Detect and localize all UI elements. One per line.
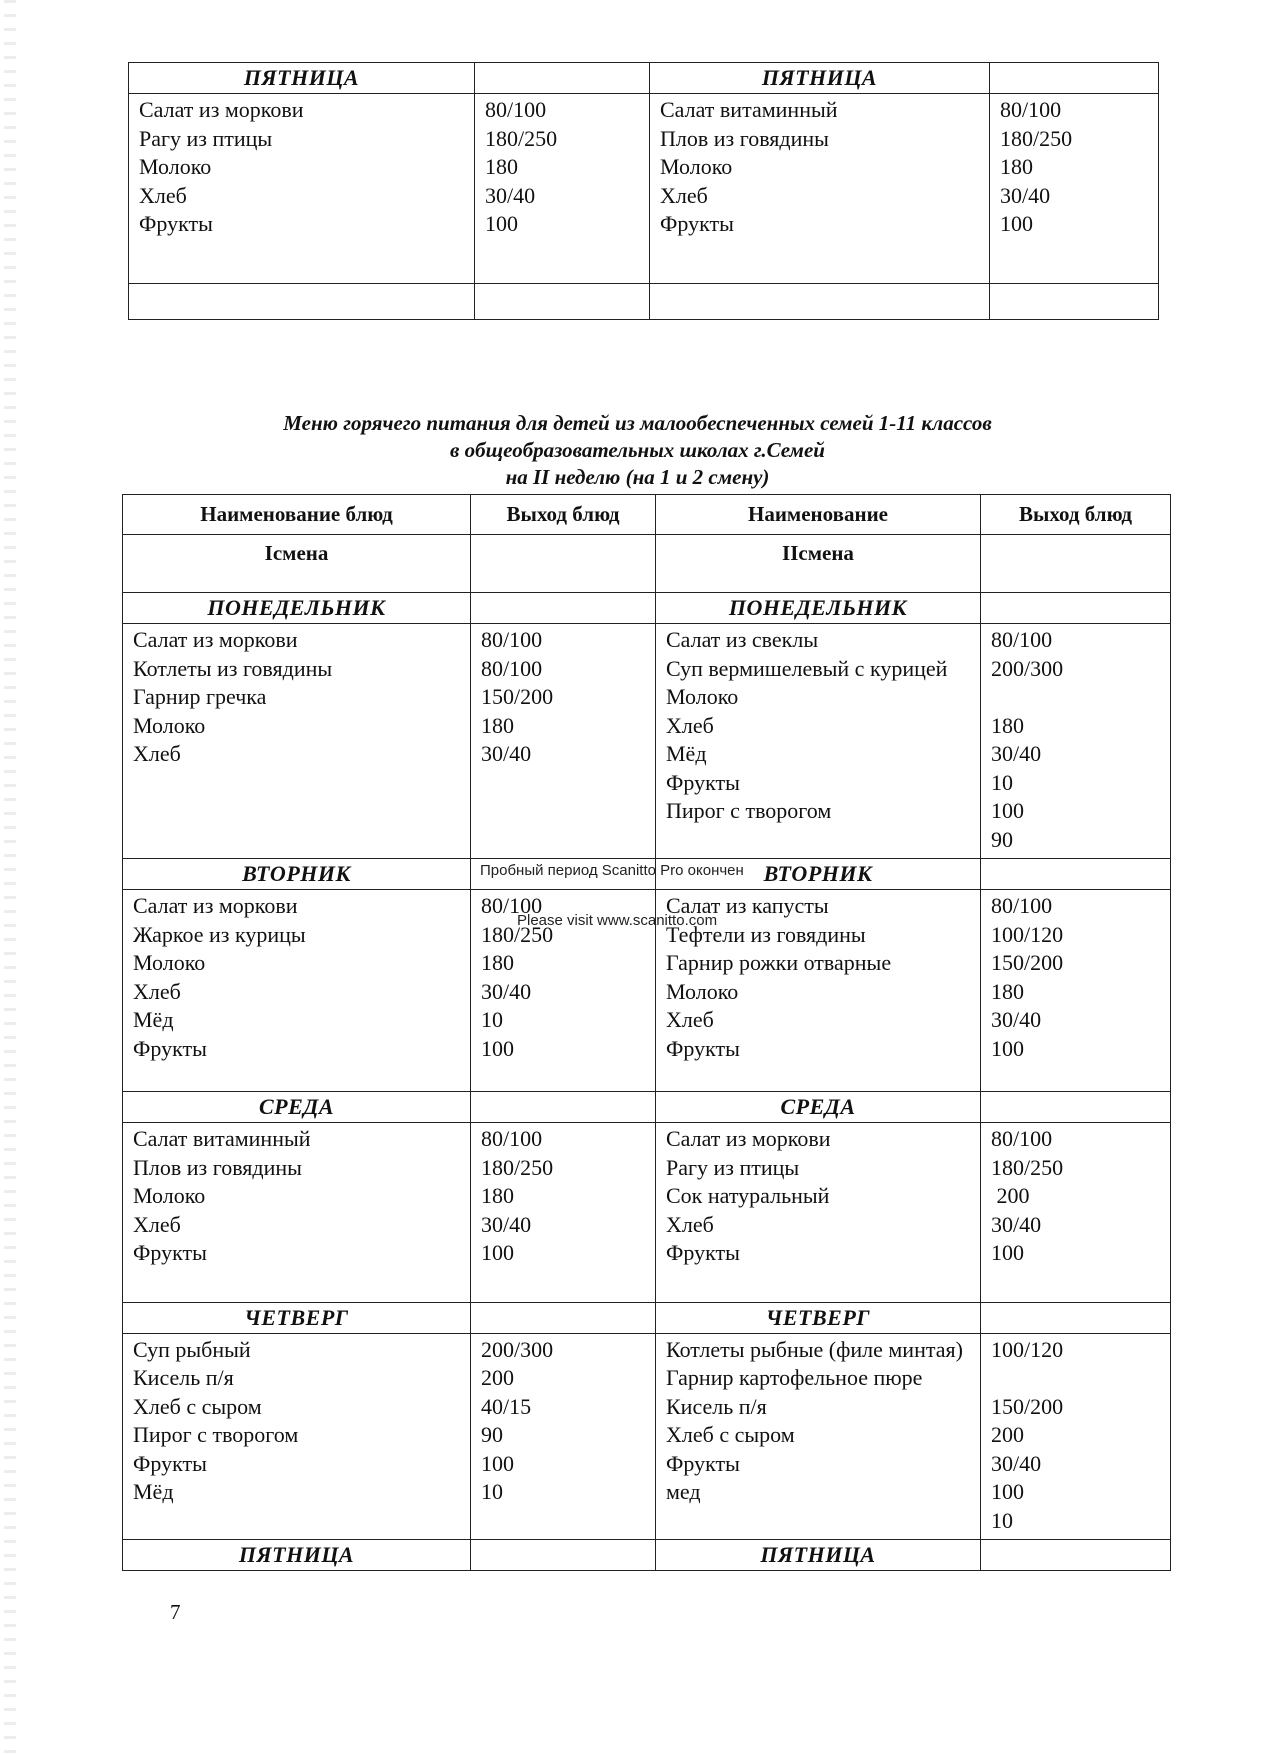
day-tuesday-left: ВТОРНИК	[123, 859, 471, 890]
thursday-left-values: 200/300 200 40/15 90 100 10	[471, 1333, 656, 1540]
header-left-name: Наименование блюд	[123, 495, 471, 535]
top-left-items: Салат из моркови Рагу из птицы Молоко Хлеб Фрукты	[129, 94, 475, 284]
thursday-right-items: Котлеты рыбные (филе минтая) Гарнир картофельное пюре Кисель п/я Хлеб с сыром Фрукты мед	[656, 1333, 981, 1540]
watermark-visit: Please visit www.scanitto.com	[517, 912, 718, 929]
shift-2-label: IIсмена	[656, 535, 981, 593]
day-tuesday-right: ВТОРНИК	[656, 859, 981, 890]
top-right-items: Салат витаминный Плов из говядины Молоко Хлеб Фрукты	[650, 94, 990, 284]
title-line-3: на II неделю (на 1 и 2 смену)	[505, 465, 770, 489]
top-left-day: ПЯТНИЦА	[129, 63, 475, 94]
page-number: 7	[170, 1600, 181, 1624]
title-line-1: Меню горячего питания для детей из малообеспеченных семей 1-11 классов	[283, 411, 992, 435]
header-right-name: Наименование	[656, 495, 981, 535]
header-left-yield: Выход блюд	[471, 495, 656, 535]
tuesday-left-items: Салат из моркови Жаркое из курицы Молоко Хлеб Мёд Фрукты	[123, 890, 471, 1092]
tuesday-right-items: Салат из капусты Тефтели из говядины Гарнир рожки отварные Молоко Хлеб Фрукты	[656, 890, 981, 1092]
wednesday-right-items: Салат из моркови Рагу из птицы Сок натуральный Хлеб Фрукты	[656, 1123, 981, 1303]
title-line-2: в общеобразовательных школах г.Семей	[450, 438, 825, 462]
wednesday-left-values: 80/100 180/250 180 30/40 100	[471, 1123, 656, 1303]
day-friday-right: ПЯТНИЦА	[656, 1540, 981, 1571]
shift-1-label: Iсмена	[123, 535, 471, 593]
monday-left-items: Салат из моркови Котлеты из говядины Гарнир гречка Молоко Хлеб	[123, 624, 471, 859]
top-right-day: ПЯТНИЦА	[650, 63, 990, 94]
watermark-trial: Пробный период Scanitto Pro окончен	[480, 862, 744, 879]
header-right-yield: Выход блюд	[981, 495, 1171, 535]
wednesday-right-values: 80/100 180/250 200 30/40 100	[981, 1123, 1171, 1303]
thursday-right-values: 100/120 150/200 200 30/40 100 10	[981, 1333, 1171, 1540]
day-thursday-right: ЧЕТВЕРГ	[656, 1302, 981, 1333]
day-monday-right: ПОНЕДЕЛЬНИК	[656, 593, 981, 624]
top-friday-table	[128, 62, 1159, 320]
scan-margin-marks	[4, 0, 16, 1754]
tuesday-right-values: 80/100 100/120 150/200 180 30/40 100	[981, 890, 1171, 1092]
day-wednesday-right: СРЕДА	[656, 1092, 981, 1123]
week2-menu-table	[122, 494, 1171, 1571]
thursday-left-items: Суп рыбный Кисель п/я Хлеб с сыром Пирог с творогом Фрукты Мёд	[123, 1333, 471, 1540]
monday-right-values: 80/100 200/300 180 30/40 10 100 90	[981, 624, 1171, 859]
day-monday-left: ПОНЕДЕЛЬНИК	[123, 593, 471, 624]
monday-right-items: Салат из свеклы Суп вермишелевый с курицей Молоко Хлеб Мёд Фрукты Пирог с творогом	[656, 624, 981, 859]
day-wednesday-left: СРЕДА	[123, 1092, 471, 1123]
day-thursday-left: ЧЕТВЕРГ	[123, 1302, 471, 1333]
top-left-values: 80/100 180/250 180 30/40 100	[475, 94, 650, 284]
tuesday-left-values: 80/100 180/250 180 30/40 10 100	[471, 890, 656, 1092]
monday-left-values: 80/100 80/100 150/200 180 30/40	[471, 624, 656, 859]
top-right-values: 80/100 180/250 180 30/40 100	[990, 94, 1159, 284]
menu-title	[0, 410, 1275, 491]
wednesday-left-items: Салат витаминный Плов из говядины Молоко Хлеб Фрукты	[123, 1123, 471, 1303]
day-friday-left: ПЯТНИЦА	[123, 1540, 471, 1571]
